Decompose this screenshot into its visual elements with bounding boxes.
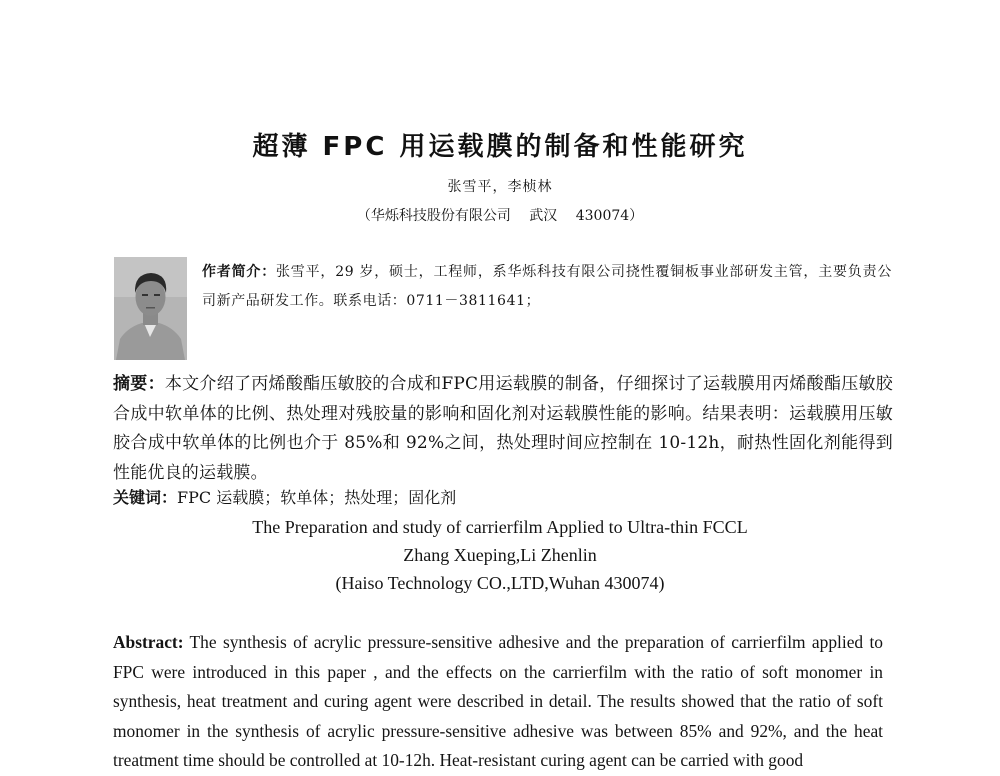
author-bio xyxy=(202,258,892,316)
author-photo-image xyxy=(114,257,187,360)
abstract-cn xyxy=(113,370,893,488)
abstract-cn-label: 摘要： xyxy=(113,374,165,394)
paper-title-cn: 超薄 FPC 用运载膜的制备和性能研究 xyxy=(252,132,748,162)
author-bio-text: 张雪平，29 岁，硕士，工程师，系华烁科技有限公司挠性覆铜板事业部研发主管，主要负责公司新产品研发工作。联系电话：0711－3811641； xyxy=(202,264,893,309)
abstract-en-text: The synthesis of acrylic pressure-sensitive adhesive and the preparation of carrierfilm applied to FPC were introduced in this paper , and the effects on the carrierfilm with the ratio of soft monomer in synthesis, heat treatment and curing agent were described in detail. The results showed that the ratio of soft monomer in the synthesis of acrylic pressure-sensitive adhesive was between 85% and 92%, and the heat treatment time should be controlled at 10-12h. Heat-resistant curing agent can be carried with good xyxy=(113,632,883,770)
paper-title-en: The Preparation and study of carrierfilm Applied to Ultra-thin FCCL xyxy=(252,517,748,537)
authors-cn: 张雪平，李桢林 xyxy=(447,179,553,195)
abstract-en xyxy=(113,628,883,776)
affiliation-en: (Haiso Technology CO.,LTD,Wuhan 430074) xyxy=(335,573,665,593)
keywords-cn-text: FPC 运载膜；软单体；热处理；固化剂 xyxy=(177,488,457,507)
author-photo xyxy=(114,257,187,360)
keywords-cn-label: 关键词： xyxy=(113,488,178,507)
keywords-cn xyxy=(113,485,893,508)
author-bio-label: 作者简介： xyxy=(202,264,276,280)
authors-en: Zhang Xueping,Li Zhenlin xyxy=(403,545,597,565)
affiliation-cn: （华烁科技股份有限公司 武汉 430074） xyxy=(356,208,644,224)
abstract-en-label: Abstract: xyxy=(113,632,184,652)
abstract-cn-text: 本文介绍了丙烯酸酯压敏胶的合成和FPC用运载膜的制备，仔细探讨了运载膜用丙烯酸酯压敏胶合成中软单体的比例、热处理对残胶量的影响和固化剂对运载膜性能的影响。结果表明：运载膜用压敏胶合成中软单体的比例也介于 85%和 92%之间，热处理时间应控制在 10-12h，耐热性固化剂能得到性能优良的运载膜。 xyxy=(113,374,893,483)
